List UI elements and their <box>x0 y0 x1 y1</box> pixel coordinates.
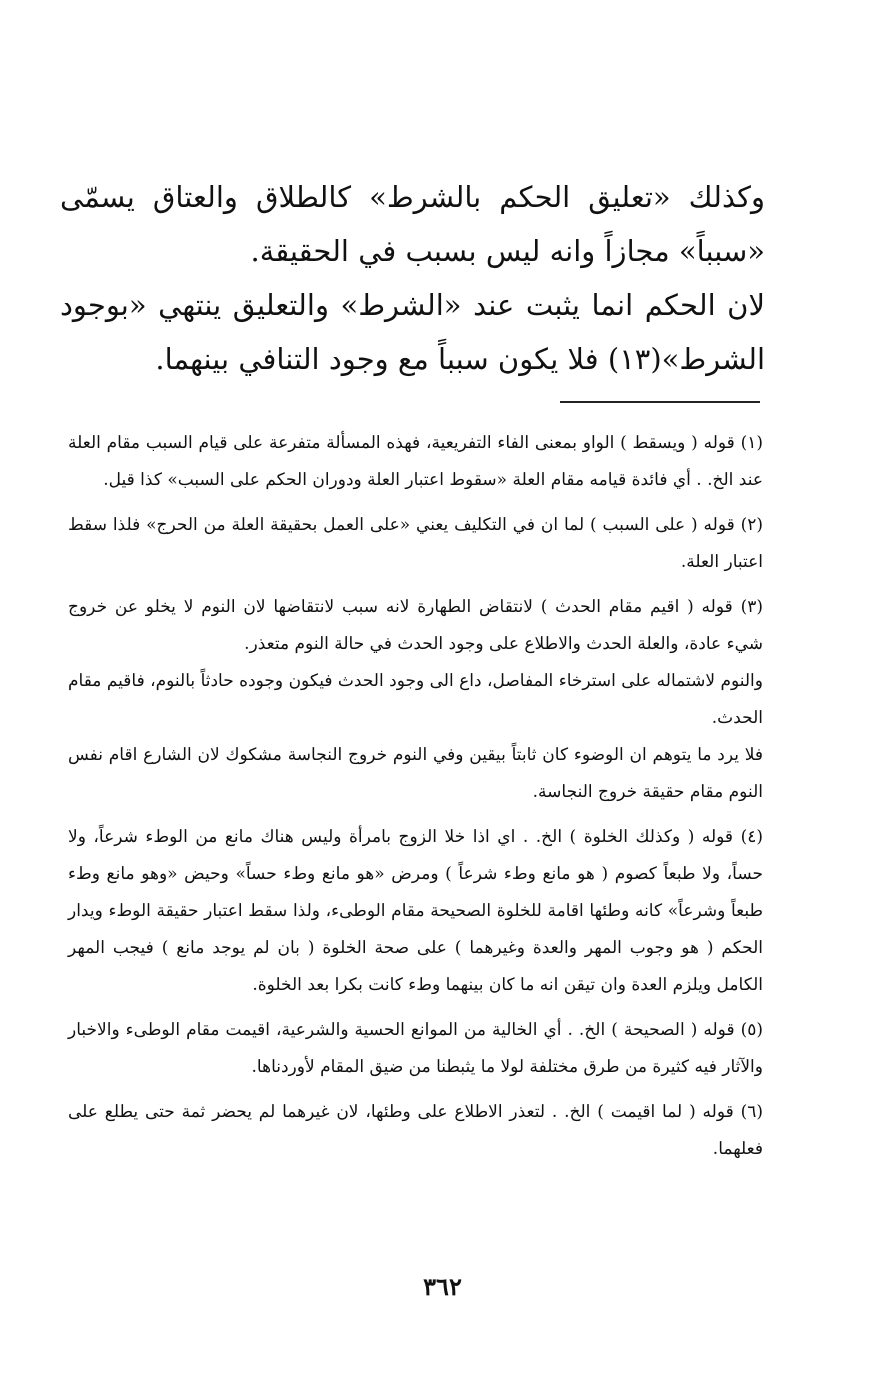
footnote-paragraph: فلا يرد ما يتوهم ان الوضوء كان ثابتاً بيقين وفي النوم خروج النجاسة مشكوك لان الشارع اقام نفس النوم مقام حقيقة خروج النجاسة. <box>68 745 763 802</box>
main-paragraph: لان الحكم انما يثبت عند «الشرط» والتعليق ينتهي «بوجود الشرط»(١٣) فلا يكون سبباً مع وجود التنافي بينهما. <box>60 288 765 376</box>
footnote-3 <box>68 589 763 811</box>
page-number: ٣٦٢ <box>423 1272 462 1301</box>
footnote-1 <box>68 425 763 499</box>
footnote-6 <box>68 1094 763 1168</box>
footnote-paragraph: (١) قوله ( ويسقط ) الواو بمعنى الفاء التفريعية، فهذه المسألة متفرعة على قيام السبب مقام العلة عند الخ. . أي فائدة قيامه مقام العلة «سقوط اعتبار العلة ودوران الحكم على السبب» كذا قيل. <box>68 433 763 490</box>
main-paragraph: وكذلك «تعليق الحكم بالشرط» كالطلاق والعتاق يسمّى «سبباً» مجازاً وانه ليس بسبب في الحقيقة. <box>60 180 765 268</box>
footnote-paragraph: (٣) قوله ( اقيم مقام الحدث ) لانتقاض الطهارة لانه سبب لانتقاضها لان النوم لا يخلو عن خروج شيء عادة، والعلة الحدث والاطلاع على وجود الحدث في حالة النوم متعذر. <box>68 597 763 654</box>
footnote-divider <box>560 401 760 403</box>
footnote-paragraph: (٢) قوله ( على السبب ) لما ان في التكليف يعني «على العمل بحقيقة العلة من الحرج» فلذا سقط اعتبار العلة. <box>68 515 763 572</box>
footnote-5 <box>68 1012 763 1086</box>
footnote-4 <box>68 819 763 1004</box>
footnote-paragraph: (٥) قوله ( الصحيحة ) الخ. . أي الخالية من الموانع الحسية والشرعية، اقيمت مقام الوطىء والاخبار والآثار فيه كثيرة من طرق مختلفة لولا ما يثبطنا من ضيق المقام لأوردناها. <box>68 1020 763 1077</box>
footnote-paragraph: (٦) قوله ( لما اقيمت ) الخ. . لتعذر الاطلاع على وطئها، لان غيرهما لم يحضر ثمة حتى يطلع على فعلهما. <box>68 1102 763 1159</box>
footnote-paragraph: والنوم لاشتماله على استرخاء المفاصل، داع الى وجود الحدث فيكون وجوده حادثاً بالنوم، فاقيم مقام الحدث. <box>68 671 763 728</box>
footnotes <box>68 425 763 1176</box>
main-text <box>60 170 765 386</box>
footnote-paragraph: (٤) قوله ( وكذلك الخلوة ) الخ. . اي اذا خلا الزوج بامرأة وليس هناك مانع من الوطء شرعاً، ولا حساً، ولا طبعاً كصوم ( هو مانع وطء شرعاً ) ومرض «هو مانع وطء حساً» وحيض «وهو مانع وطء طبعاً وشرعاً» كانه وطئها اقامة للخلوة الصحيحة مقام الوطىء، ولذا سقط اعتبار حقيقة الوطء ويدار الحكم ( هو وجوب المهر والعدة وغيرهما ) على صحة الخلوة ( بان لم يوجد مانع ) فيجب المهر الكامل ويلزم العدة وان تيقن انه ما كان بينهما وطء كانت بكرا بعد الخلوة. <box>68 827 763 995</box>
footnote-2 <box>68 507 763 581</box>
